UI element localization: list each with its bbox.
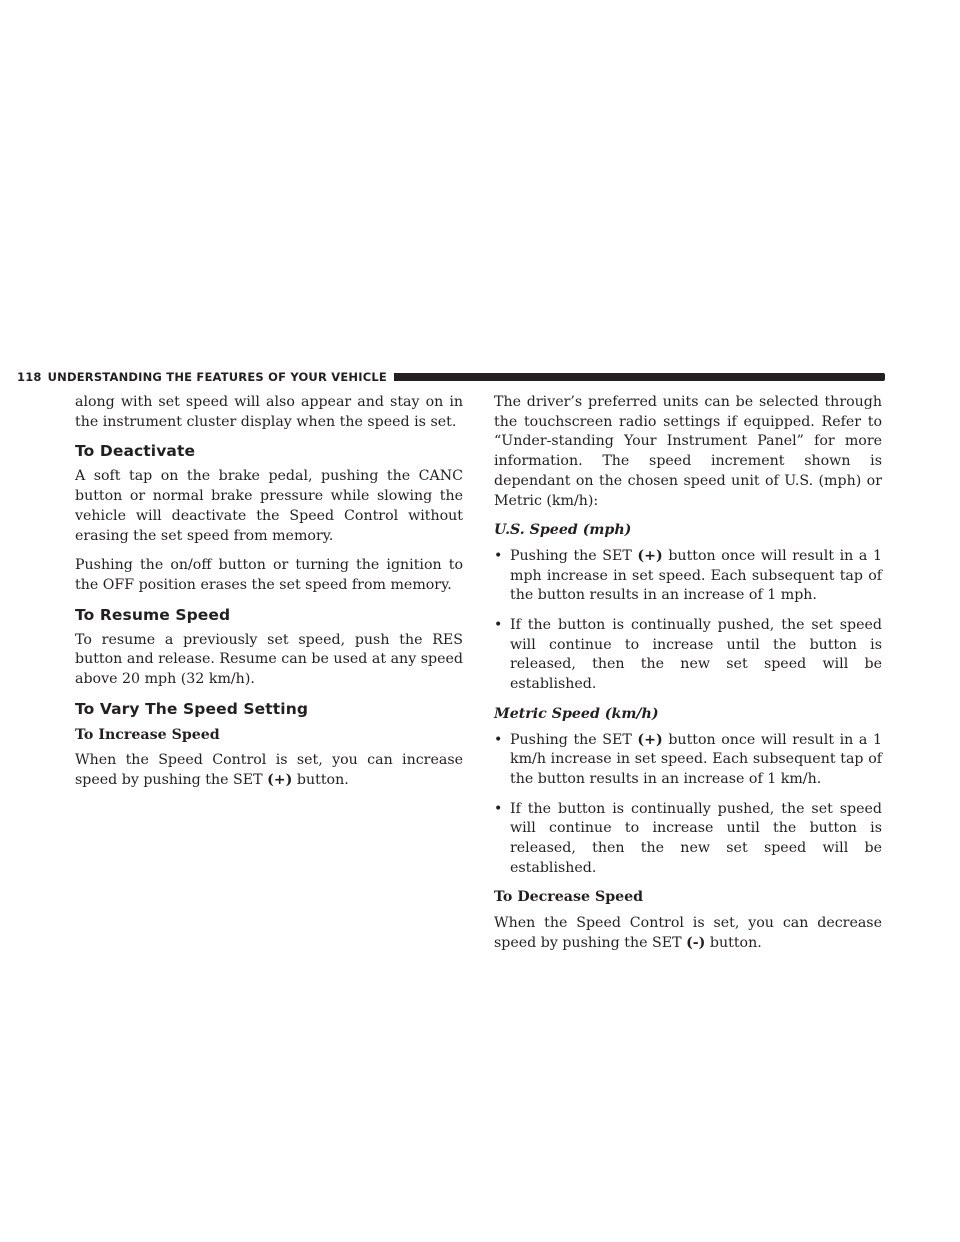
subheading-metric-speed: Metric Speed (km/h) bbox=[494, 705, 659, 722]
header-rule bbox=[394, 373, 885, 381]
heading-resume-speed: To Resume Speed bbox=[75, 605, 231, 624]
decrease-text-end: button. bbox=[705, 934, 762, 951]
increase-text-end: button. bbox=[292, 772, 349, 789]
section-title: UNDERSTANDING THE FEATURES OF YOUR VEHICLE bbox=[47, 370, 387, 384]
units-paragraph: The driver’s preferred units can be selected through the touchscreen radio settings if equipped. Refer to “Under-standing Your Instrument Panel” for more information. The speed increment shown is dependant on the chosen speed unit of U.S. (mph) or Metric (km/h): bbox=[494, 394, 882, 509]
deactivate-paragraph-1: A soft tap on the brake pedal, pushing the CANC button or normal brake pressure while slowing the vehicle will deactivate the Speed Control without erasing the set speed from memory. bbox=[75, 468, 463, 544]
bullet-icon: • bbox=[494, 617, 503, 634]
list-item bbox=[494, 616, 882, 695]
subheading-decrease-speed: To Decrease Speed bbox=[494, 889, 644, 906]
set-plus-label: (+) bbox=[267, 772, 293, 789]
list-item bbox=[494, 547, 882, 606]
intro-paragraph: along with set speed will also appear and stay on in the instrument cluster display when the speed is set. bbox=[75, 394, 463, 430]
bullet-icon: • bbox=[494, 731, 503, 748]
set-plus-label: (+) bbox=[637, 731, 663, 748]
list-item bbox=[494, 731, 882, 790]
deactivate-paragraph-2: Pushing the on/off button or turning the ignition to the OFF position erases the set speed from memory. bbox=[75, 557, 463, 593]
decrease-paragraph bbox=[494, 914, 882, 953]
metric-b2-text: If the button is continually pushed, the set speed will continue to increase until the button is released, then the new set speed will be established. bbox=[510, 800, 882, 876]
page-number: 118 bbox=[17, 370, 42, 384]
list-item bbox=[494, 800, 882, 879]
heading-deactivate: To Deactivate bbox=[75, 442, 196, 461]
metric-speed-list bbox=[494, 731, 882, 879]
metric-b1-end: button once will result in a 1 km/h increase in set speed. Each subsequent tap of the button results in an increase of 1 km/h. bbox=[510, 731, 882, 787]
right-column bbox=[494, 393, 882, 964]
heading-vary-speed: To Vary The Speed Setting bbox=[75, 699, 309, 718]
set-plus-label: (+) bbox=[637, 547, 663, 564]
set-minus-label: (-) bbox=[686, 934, 706, 951]
resume-paragraph: To resume a previously set speed, push the RES button and release. Resume can be used at any speed above 20 mph (32 km/h). bbox=[75, 631, 463, 688]
metric-b1-start: Pushing the SET bbox=[510, 731, 638, 748]
bullet-icon: • bbox=[494, 547, 503, 564]
us-b1-end: button once will result in a 1 mph increase in set speed. Each subsequent tap of the button results in an increase of 1 mph. bbox=[510, 547, 882, 604]
page-header bbox=[0, 368, 885, 386]
us-b2-text: If the button is continually pushed, the set speed will continue to increase until the button is released, then the new set speed will be established. bbox=[510, 617, 882, 693]
subheading-increase-speed: To Increase Speed bbox=[75, 726, 220, 743]
increase-text-start: When the Speed Control is set, you can increase speed by pushing the SET bbox=[75, 752, 463, 789]
us-b1-start: Pushing the SET bbox=[510, 547, 638, 564]
left-column bbox=[75, 393, 463, 801]
bullet-icon: • bbox=[494, 800, 503, 817]
increase-paragraph bbox=[75, 751, 463, 790]
subheading-us-speed: U.S. Speed (mph) bbox=[494, 522, 632, 539]
us-speed-list bbox=[494, 547, 882, 695]
decrease-text-start: When the Speed Control is set, you can decrease speed by pushing the SET bbox=[494, 915, 882, 951]
